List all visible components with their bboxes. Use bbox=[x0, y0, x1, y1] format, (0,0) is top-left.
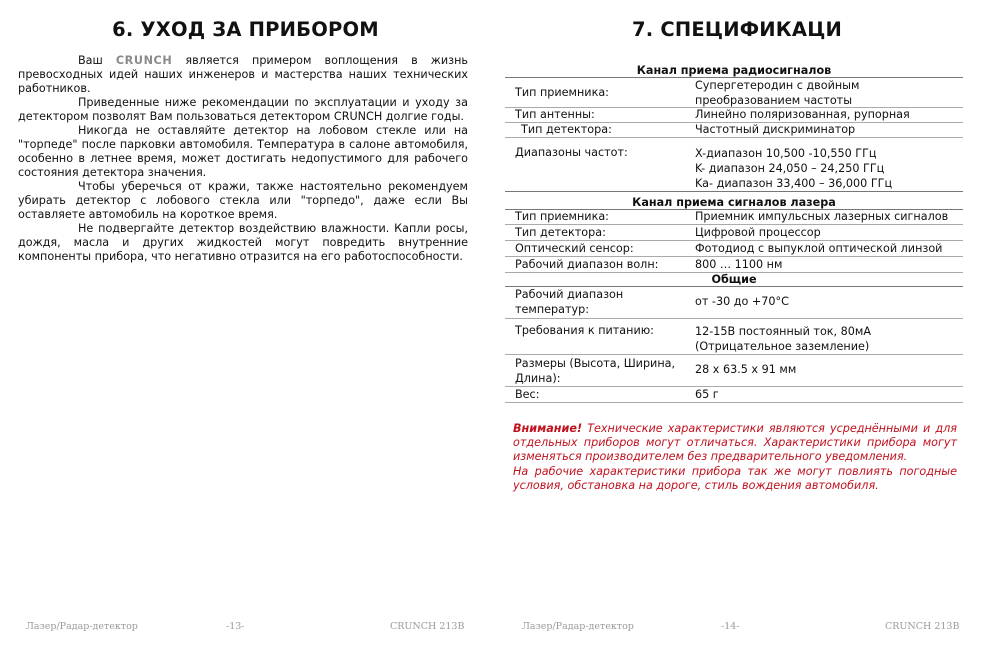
footer-model: CRUNCH 213B bbox=[390, 621, 465, 632]
paragraph-2: Приведенные ниже рекомендации по эксплуатации и уходу за детектором позволят Вам пользоваться детектором CRUNCH долгие годы. bbox=[18, 96, 468, 123]
section-general: Общие bbox=[505, 273, 963, 287]
section-laser: Канал приема сигналов лазера bbox=[505, 196, 963, 210]
right-page-title: 7. СПЕЦИФИКАЦИ bbox=[631, 18, 843, 41]
spec-row: Тип детектора: Частотный дискриминатор bbox=[505, 123, 963, 138]
left-page-title: 6. УХОД ЗА ПРИБОРОМ bbox=[112, 18, 379, 41]
page-number: -14- bbox=[721, 621, 740, 632]
footer-model: CRUNCH 213B bbox=[885, 621, 960, 632]
footer-product-type: Лазер/Радар-детектор bbox=[522, 621, 634, 632]
spec-row: Размеры (Высота, Ширина, Длина): 28 x 63.5 x 91 мм bbox=[505, 355, 963, 387]
right-page bbox=[491, 0, 983, 662]
spec-table bbox=[505, 64, 963, 403]
spec-row: Оптический сенсор: Фотодиод с выпуклой оптической линзой bbox=[505, 241, 963, 257]
left-page bbox=[0, 0, 491, 662]
paragraph-5: Не подвергайте детектор воздействию влажности. Капли росы, дождя, масла и других жидкостей могут повредить внутренние компоненты прибора, что негативно отразится на его работоспособности. bbox=[18, 222, 468, 263]
warning-note: Внимание! Технические характеристики являются усреднёнными и для отдельных приборов могут отличаться. Характеристики прибора могут изменяться производителем без предварительного уведомления. На рабочие характеристики прибора так же могут повлиять погодные условия, обстановка на дороге, стиль вождения автомобиля. bbox=[513, 422, 957, 492]
care-text bbox=[18, 54, 468, 264]
spec-row: Вес: 65 г bbox=[505, 387, 963, 403]
paragraph-1: Ваш CRUNCH является примером воплощения в жизнь превосходных идей наших инженеров и мастерства наших технических работников. bbox=[18, 54, 468, 95]
brand-name: CRUNCH bbox=[115, 54, 173, 67]
spec-row: Требования к питанию: 12-15В постоянный ток, 80мА (Отрицательное заземление) bbox=[505, 319, 963, 355]
spec-row: Тип приемника: Приемник импульсных лазерных сигналов bbox=[505, 210, 963, 225]
paragraph-3: Никогда не оставляйте детектор на лобовом стекле или на "торпеде" после парковки автомобиля. Температура в салоне автомобиля, особенно в летнее время, может достигать недопустимого для рабочего состояния детектора значения. bbox=[18, 124, 468, 179]
page-number: -13- bbox=[226, 621, 245, 632]
spec-row: Диапазоны частот: X-диапазон 10,500 -10,550 ГГц K- диапазон 24,050 – 24,250 ГГц Ka- диапазон 33,400 – 36,000 ГГц bbox=[505, 138, 963, 192]
warning-label: Внимание! bbox=[513, 422, 583, 435]
spec-row: Рабочий диапазон температур: от -30 до +70°С bbox=[505, 287, 963, 319]
spec-row: Тип детектора: Цифровой процессор bbox=[505, 225, 963, 241]
spec-row: Рабочий диапазон волн: 800 … 1100 нм bbox=[505, 257, 963, 273]
footer-product-type: Лазер/Радар-детектор bbox=[26, 621, 138, 632]
spec-row: Тип антенны: Линейно поляризованная, рупорная bbox=[505, 108, 963, 123]
paragraph-4: Чтобы уберечься от кражи, также настоятельно рекомендуем убирать детектор с лобового стекла или "торпедо", даже если Вы оставляете автомобиль на короткое время. bbox=[18, 180, 468, 221]
spec-row: Тип приемника: Супергетеродин с двойным преобразованием частоты bbox=[505, 78, 963, 108]
section-radio: Канал приема радиосигналов bbox=[505, 64, 963, 78]
